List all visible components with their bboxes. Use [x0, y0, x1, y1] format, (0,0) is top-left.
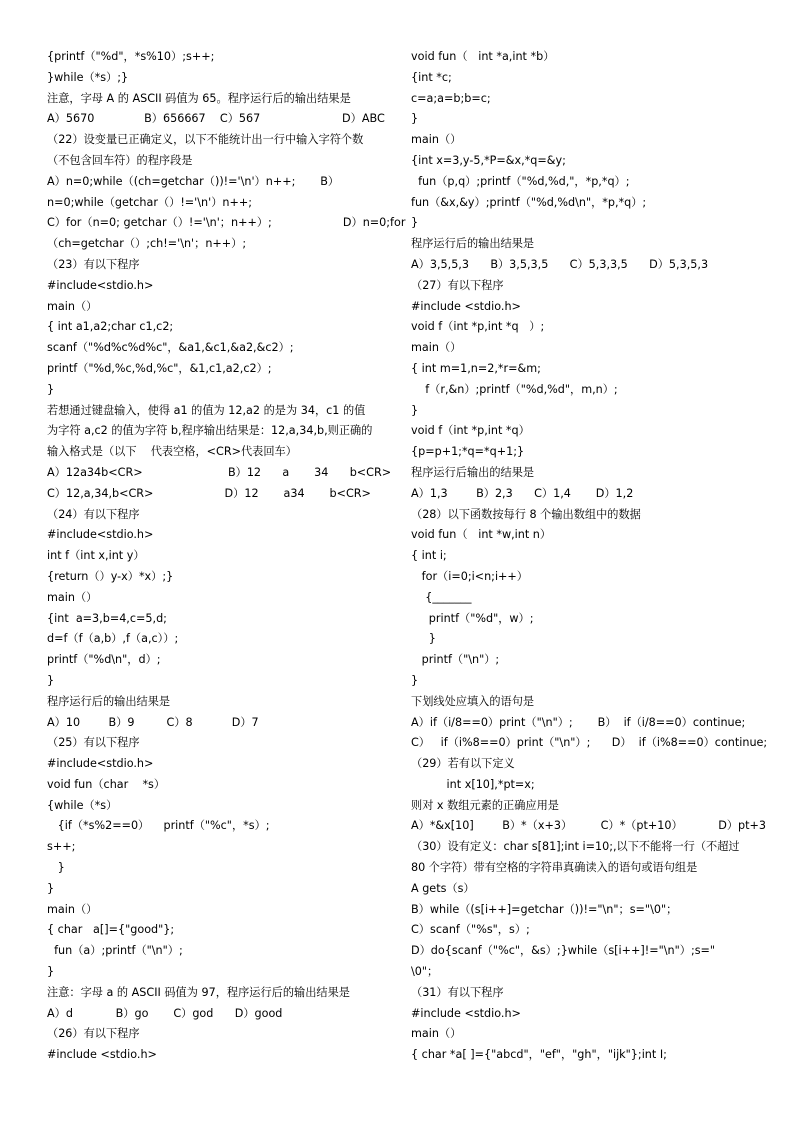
text-line: for（i=0;i<n;i++） — [411, 569, 528, 583]
text-line: } — [411, 673, 419, 687]
text-line: fun（p,q）;printf（"%d,%d,"，*p,*q）; — [411, 174, 630, 188]
text-line: A）3,5,5,3 B）3,5,3,5 C）5,3,3,5 D）5,3,5,3 — [411, 257, 709, 271]
text-line: #include <stdio.h> — [47, 1048, 157, 1062]
text-line: {if（*s%2==0） printf（"%c"，*s）; — [47, 819, 270, 833]
text-line: 注意，字母 A 的 ASCII 码值为 65。程序运行后的输出结果是 — [47, 91, 351, 105]
text-line: } — [47, 881, 55, 895]
text-line: printf（"%d"，w）; — [411, 611, 534, 625]
text-line: } — [47, 861, 65, 875]
text-line: （29）若有以下定义 — [411, 757, 515, 771]
text-line: （不包含回车符）的程序段是 — [47, 153, 193, 167]
text-line: 程序运行后的输出结果是 — [411, 237, 535, 251]
left-column — [47, 47, 406, 1066]
text-line: （26）有以下程序 — [47, 1027, 140, 1041]
text-line: { int a1,a2;char c1,c2; — [47, 320, 174, 334]
text-line: A）d B）go C）god D）good — [47, 1006, 283, 1020]
text-line: \0"； — [411, 965, 439, 979]
text-line: scanf（"%d%c%d%c"，&a1,&c1,&a2,&c2）; — [47, 341, 294, 355]
text-line: #include<stdio.h> — [47, 528, 154, 542]
text-line: main（） — [411, 133, 462, 147]
text-line: 若想通过键盘输入，使得 a1 的值为 12,a2 的是为 34，c1 的值 — [47, 403, 366, 417]
text-line: {int *c; — [411, 70, 452, 84]
text-line: 下划线处应填入的语句是 — [411, 694, 535, 708]
text-line: C）12,a,34,b<CR> D）12 a34 b<CR> — [47, 486, 371, 500]
text-line: main（） — [411, 1027, 462, 1041]
text-line: void fun（ int *w,int n） — [411, 528, 552, 542]
text-line: printf（"%d,%c,%d,%c"，&1,c1,a2,c2）; — [47, 361, 272, 375]
text-line: void f（int *p,int *q） — [411, 424, 530, 438]
text-line: d=f（f（a,b）,f（a,c））; — [47, 632, 179, 646]
text-line: （25）有以下程序 — [47, 736, 140, 750]
text-line: （ch=getchar（）;ch!='\n'；n++）; — [47, 237, 247, 251]
text-line: fun（a）;printf（"\n"）; — [47, 944, 183, 958]
text-line: （30）设有定义：char s[81];int i=10;,以下不能将一行（不超过 — [411, 840, 740, 854]
text-line: {return（）y-x）*x）;} — [47, 569, 174, 583]
text-line: void fun（ int *a,int *b） — [411, 50, 555, 63]
text-line: #include<stdio.h> — [47, 757, 154, 771]
text-line: n=0;while（getchar（）!='\n'）n++; — [47, 195, 252, 209]
text-line: A）n=0;while（(ch=getchar（))!='\n'）n++; B） — [47, 174, 340, 188]
text-line: B）while（(s[i++]=getchar（))!="\n"；s="\0"； — [411, 902, 678, 916]
text-line: （28）以下函数按每行 8 个输出数组中的数据 — [411, 507, 641, 521]
text-line: } — [411, 632, 436, 646]
text-line: A）10 B）9 C）8 D）7 — [47, 715, 259, 729]
text-line: printf（"\n"）; — [411, 653, 500, 667]
text-line: {int a=3,b=4,c=5,d; — [47, 611, 167, 625]
text-line: {while（*s） — [47, 798, 118, 812]
text-line: } — [411, 112, 419, 126]
text-line: #include <stdio.h> — [411, 1006, 521, 1020]
text-line: {p=p+1;*q=*q+1;} — [411, 445, 525, 459]
text-line: D）do{scanf（"%c"，&s）;}while（s[i++]!="\n"）;s=" — [411, 944, 716, 958]
text-line: f（r,&n）;printf（"%d,%d"，m,n）; — [411, 382, 618, 396]
text-line: main（） — [47, 590, 98, 604]
text-line: int f（int x,int y） — [47, 549, 145, 563]
text-line: { int m=1,n=2,*r=&m; — [411, 361, 541, 375]
text-line: #include <stdio.h> — [411, 299, 521, 313]
text-line: printf（"%d\n"，d）; — [47, 653, 161, 667]
text-line: c=a;a=b;b=c; — [411, 91, 491, 105]
text-line: s++; — [47, 840, 76, 854]
right-column — [411, 47, 768, 1066]
text-line: }while（*s）;} — [47, 70, 129, 84]
text-line: } — [411, 403, 419, 417]
text-line: } — [47, 382, 55, 396]
text-line: （24）有以下程序 — [47, 507, 140, 521]
text-line: C） if（i%8==0）print（"\n"）; D） if（i%8==0）continue; — [411, 736, 768, 750]
text-line: A）1,3 B）2,3 C）1,4 D）1,2 — [411, 486, 634, 500]
text-line: C）for（n=0; getchar（）!='\n'；n++）; D）n=0;for — [47, 216, 406, 230]
text-line: void fun（char *s） — [47, 777, 166, 791]
text-line: A）5670 B）656667 C）567 D）ABC — [47, 112, 385, 126]
text-line: main（） — [47, 299, 98, 313]
text-line: { char a[]={"good"}; — [47, 923, 175, 937]
text-line: main（） — [47, 902, 98, 916]
text-line: int x[10],*pt=x; — [411, 777, 535, 791]
text-line: A）*&x[10] B）*（x+3） C）*（pt+10） D）pt+3 — [411, 819, 766, 833]
text-line: （27）有以下程序 — [411, 278, 504, 292]
text-line: {printf（"%d"，*s%10）;s++; — [47, 50, 215, 63]
text-line: } — [47, 673, 55, 687]
text-line: 程序运行后的输出结果是 — [47, 694, 171, 708]
text-line: {_______ — [411, 590, 472, 604]
text-line: 输入格式是（以下 代表空格，<CR>代表回车） — [47, 445, 297, 459]
text-line: A）if（i/8==0）print（"\n"）; B） if（i/8==0）continue; — [411, 715, 746, 729]
text-line: main（） — [411, 341, 462, 355]
text-line: A）12a34b<CR> B）12 a 34 b<CR> — [47, 465, 392, 479]
text-line: } — [47, 965, 55, 979]
text-line: #include<stdio.h> — [47, 278, 154, 292]
text-line: fun（&x,&y）;printf（"%d,%d\n"，*p,*q）; — [411, 195, 647, 209]
text-line: 为字符 a,c2 的值为字符 b,程序输出结果是：12,a,34,b,则正确的 — [47, 424, 373, 438]
text-line: { char *a[ ]={"abcd"，"ef"，"gh"，"ijk"};int I; — [411, 1048, 667, 1062]
text-line: } — [411, 216, 419, 230]
text-line: 注意：字母 a 的 ASCII 码值为 97，程序运行后的输出结果是 — [47, 985, 350, 999]
text-line: 程序运行后输出的结果是 — [411, 465, 535, 479]
text-line: A gets（s） — [411, 881, 475, 895]
text-line: （22）设变量已正确定义，以下不能统计出一行中输入字符个数 — [47, 133, 364, 147]
text-line: { int i; — [411, 549, 447, 563]
text-line: （31）有以下程序 — [411, 985, 504, 999]
text-line: 80 个字符）带有空格的字符串真确读入的语句或语句组是 — [411, 861, 698, 875]
text-line: 则对 x 数组元素的正确应用是 — [411, 798, 559, 812]
text-line: {int x=3,y-5,*P=&x,*q=&y; — [411, 153, 566, 167]
text-line: （23）有以下程序 — [47, 257, 140, 271]
text-line: C）scanf（"%s"，s）; — [411, 923, 530, 937]
text-line: void f（int *p,int *q ）; — [411, 320, 545, 334]
